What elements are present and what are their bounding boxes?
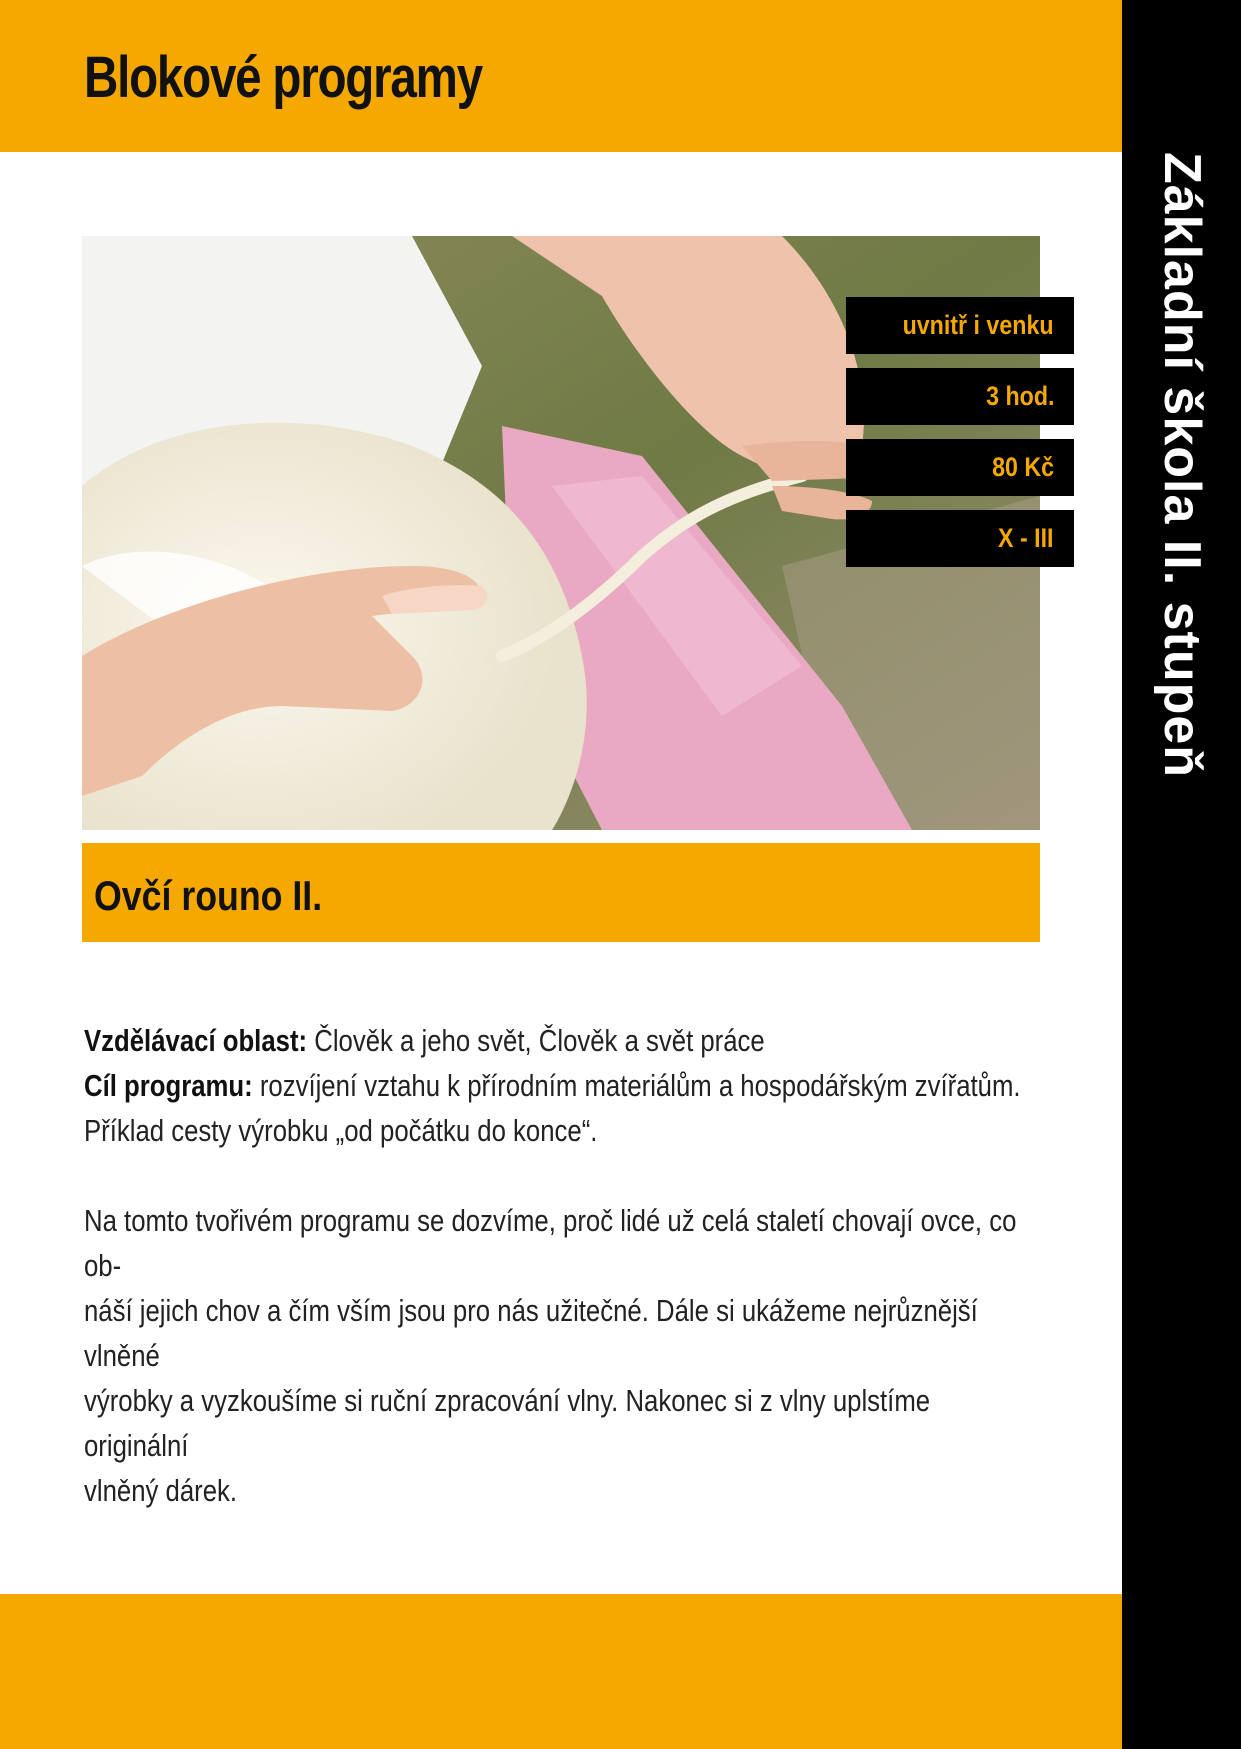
tag-location: uvnitř i venku — [846, 297, 1074, 354]
program-goal-line2: Příklad cesty výrobku „od počátku do konce“. — [84, 1113, 598, 1148]
description-line: náší jejich chov a čím vším jsou pro nás užitečné. Dále si ukážeme nejrůznější vlněné — [84, 1293, 978, 1373]
description-line: výrobky a vyzkoušíme si ruční zpracování vlny. Nakonec si z vlny uplstíme originální — [84, 1383, 931, 1463]
description-line: vlněný dárek. — [84, 1473, 238, 1508]
education-area-label: Vzdělávací oblast: — [84, 1023, 308, 1058]
sidebar-label: Základní škola II. stupeň — [1153, 152, 1211, 779]
tag-grades: X - III — [846, 510, 1074, 567]
program-goal — [84, 1063, 1039, 1108]
education-area — [84, 1018, 1039, 1063]
tag-price: 80 Kč — [846, 439, 1074, 496]
program-goal-label: Cíl programu: — [84, 1068, 253, 1103]
program-title: Ovčí rouno II. — [94, 872, 323, 919]
description-line: Na tomto tvořivém programu se dozvíme, proč lidé už celá staletí chovají ovce, co ob- — [84, 1203, 1017, 1283]
program-details — [84, 1018, 1039, 1513]
footer-band — [0, 1594, 1122, 1749]
education-area-value: Člověk a jeho svět, Člověk a svět práce — [307, 1023, 765, 1058]
page-title: Blokové programy — [84, 45, 482, 110]
program-goal-value: rozvíjení vztahu k přírodním materiálům a hospodářským zvířatům. — [252, 1068, 1021, 1103]
tag-duration: 3 hod. — [846, 368, 1074, 425]
